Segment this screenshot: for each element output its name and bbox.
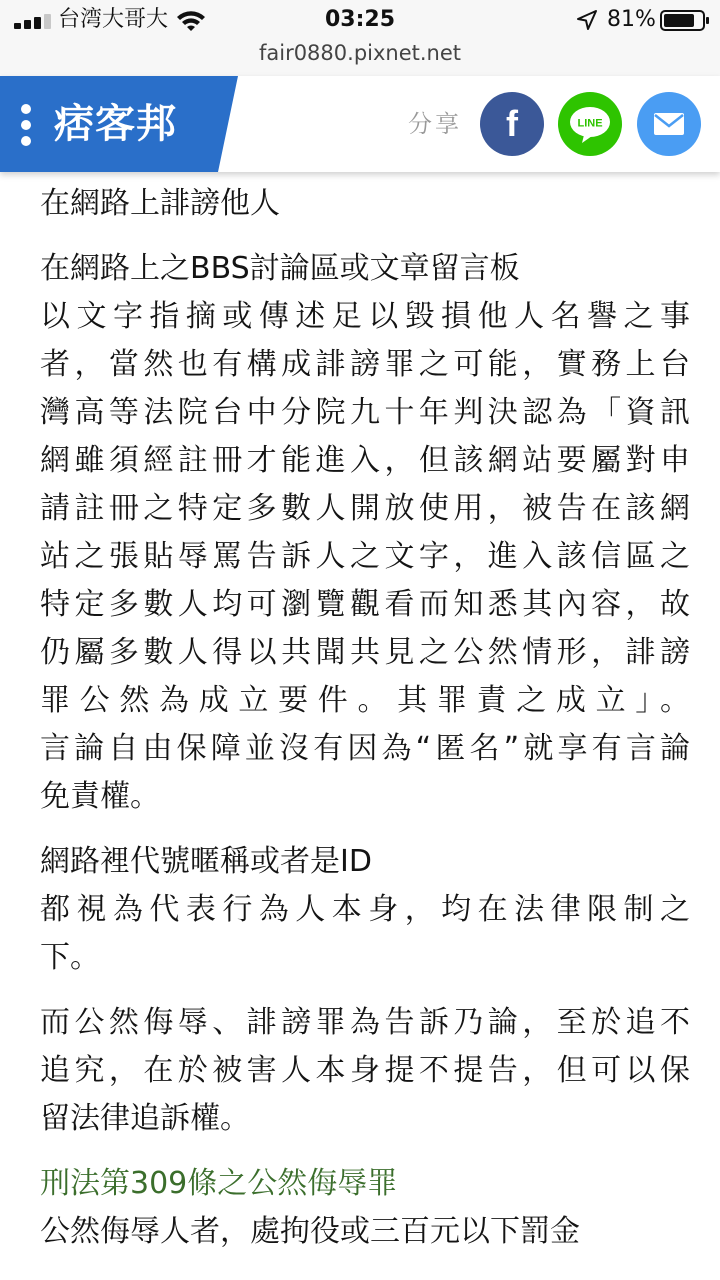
article-paragraph xyxy=(40,1208,690,1256)
article-subheading xyxy=(40,1160,690,1208)
article-paragraph xyxy=(40,999,690,1143)
article-line: 罪公然為成立要件。其罪責之成立」。 xyxy=(40,683,690,718)
article-line: 免責權。 xyxy=(40,779,160,814)
article-line: 網雖須經註冊才能進入，但該網站要屬對申 xyxy=(40,443,690,478)
svg-text:LINE: LINE xyxy=(577,117,603,130)
article-line: 留法律追訴權。 xyxy=(40,1101,250,1136)
address-bar[interactable]: fair0880.pixnet.net xyxy=(0,40,720,76)
article-line: 追究，在於被害人本身提不提告，但可以保 xyxy=(40,1053,690,1088)
pixnet-logo[interactable]: 痞客邦 xyxy=(54,101,177,147)
facebook-icon: f xyxy=(506,103,518,144)
logo-band xyxy=(0,76,240,172)
location-arrow-icon xyxy=(576,10,598,30)
site-header xyxy=(0,76,720,172)
carrier-name: 台湾大哥大 xyxy=(58,7,169,32)
email-share-button[interactable] xyxy=(637,92,701,156)
article-line: 網路裡代號暱稱或者是ID xyxy=(40,844,372,879)
article-line: 下。 xyxy=(40,940,100,975)
article-paragraph xyxy=(40,838,690,982)
status-bar xyxy=(0,0,720,40)
article-line: 在網路上誹謗他人 xyxy=(40,186,280,221)
article-line: 而公然侮辱、誹謗罪為告訴乃論，至於追不 xyxy=(40,1005,690,1040)
article-paragraph xyxy=(40,245,690,821)
article-line: 都視為代表行為人本身，均在法律限制之 xyxy=(40,892,690,927)
line-share-button[interactable] xyxy=(558,92,622,156)
article-line: 公然侮辱人者，處拘役或三百元以下罰金 xyxy=(40,1214,580,1249)
battery-percentage: 81% xyxy=(607,7,656,32)
article-line: 言論自由保障並沒有因為“匿名”就享有言論 xyxy=(40,731,690,766)
battery-icon xyxy=(660,10,710,31)
article-body xyxy=(40,180,690,1273)
article-line: 灣高等法院台中分院九十年判決認為「資訊 xyxy=(40,395,690,430)
share-label: 分享 xyxy=(408,110,462,138)
article-line: 特定多數人均可瀏覽觀看而知悉其內容，故 xyxy=(40,587,690,622)
article-line: 仍屬多數人得以共聞共見之公然情形，誹謗 xyxy=(40,635,690,670)
mail-icon xyxy=(637,92,701,156)
article-line: 以文字指摘或傳述足以毀損他人名譽之事 xyxy=(40,299,690,334)
article-paragraph xyxy=(40,180,690,228)
article-line: 站之張貼辱罵告訴人之文字，進入該信區之 xyxy=(40,539,690,574)
article-line: 刑法第309條之公然侮辱罪 xyxy=(40,1166,398,1201)
article-line: 者，當然也有構成誹謗罪之可能，實務上台 xyxy=(40,347,690,382)
line-icon xyxy=(558,92,622,156)
facebook-share-button[interactable] xyxy=(480,92,544,156)
article-line: 在網路上之BBS討論區或文章留言板 xyxy=(40,251,520,286)
menu-icon[interactable] xyxy=(21,104,33,146)
clock: 03:25 xyxy=(324,7,396,32)
article-line: 請註冊之特定多數人開放使用，被告在該網 xyxy=(40,491,690,526)
